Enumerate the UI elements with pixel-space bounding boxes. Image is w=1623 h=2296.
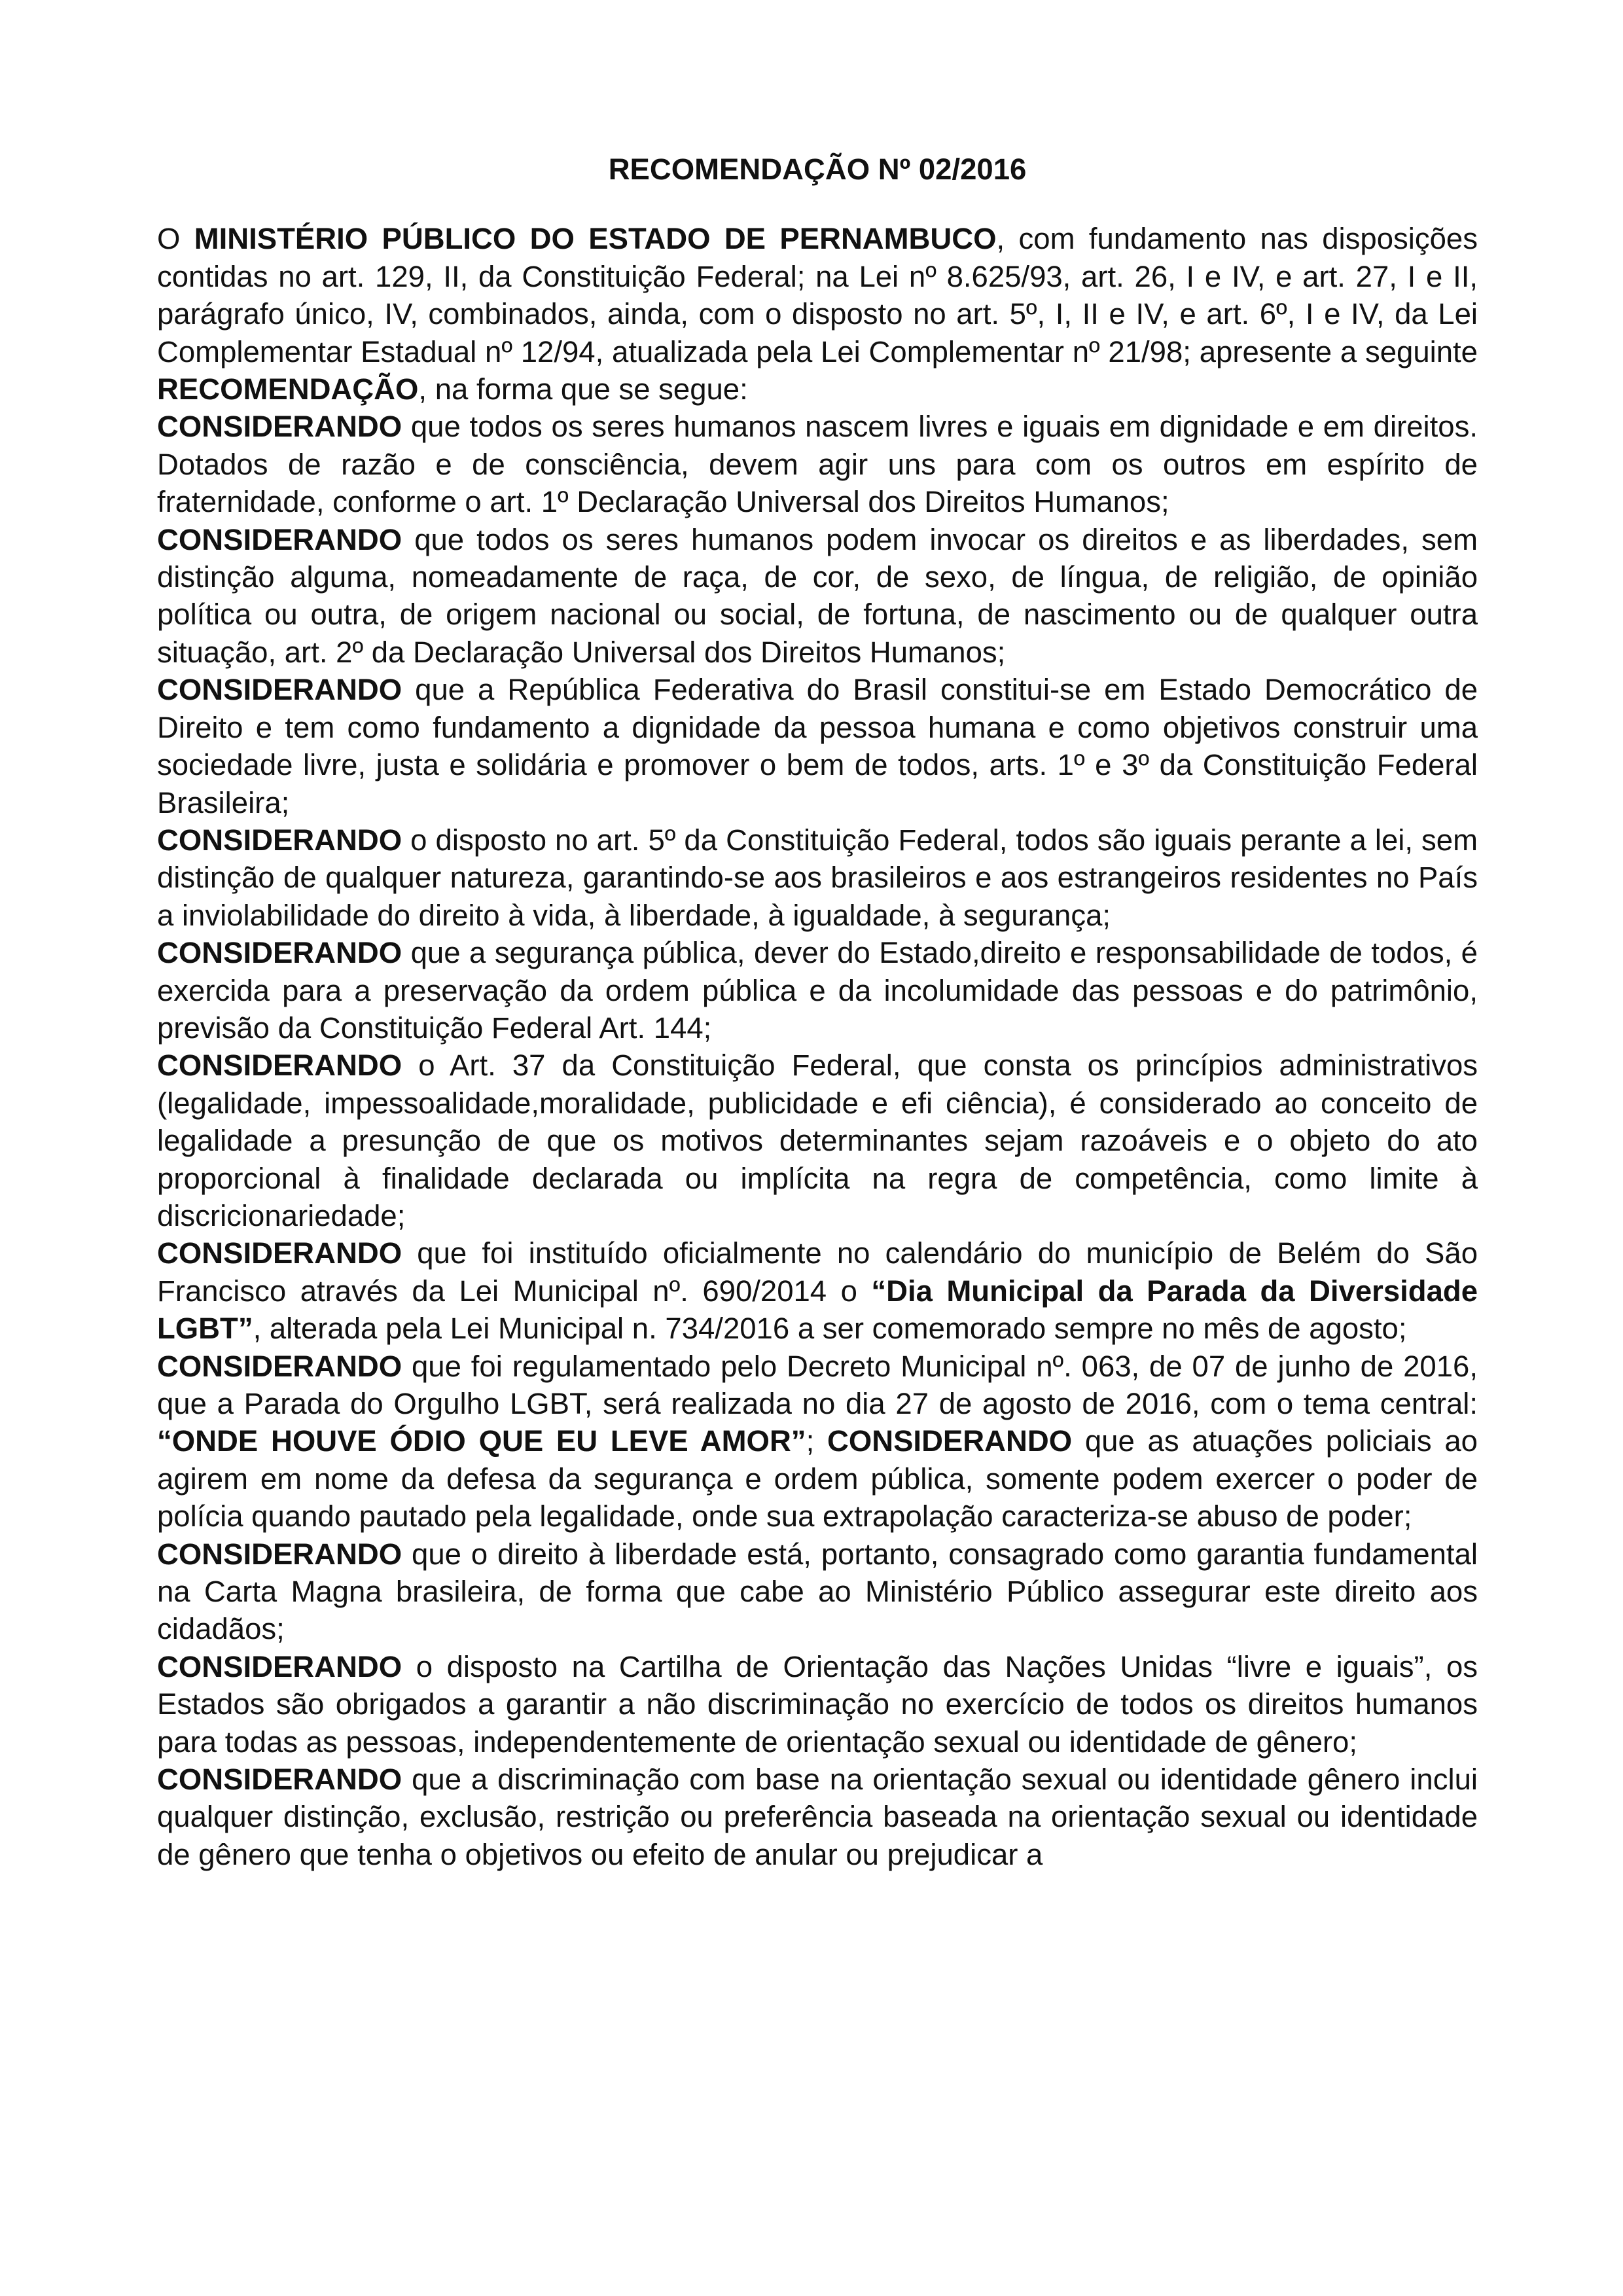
considerando-11-text: que a discriminação com base na orientação sexual ou identidade gênero inclui qualquer distinção, exclusão, restrição ou preferência baseada na orientação sexual ou identidade de gênero que tenha o objetivos ou efeito de anular ou prejudicar a [157, 1763, 1478, 1871]
considerando-8 [157, 1348, 1478, 1535]
considerando-9 [157, 1535, 1478, 1648]
considerando-10 [157, 1648, 1478, 1761]
considerando-5-text: que a segurança pública, dever do Estado,direito e responsabilidade de todos, é exercida para a preservação da ordem pública e da incolumidade das pessoas e do patrimônio, previsão da Constituição Federal Art. 144; [157, 936, 1478, 1045]
intro-text-1: , com fundamento nas disposições contidas no art. 129, II, da Constituição Federal; na Lei nº 8.625/93, art. 26, I e IV, e art. 27, I e II, parágrafo único, IV, combinados, ainda, com o disposto no art. 5º, I, II e IV, e art. 6º, I e IV, da Lei Complementar Estadual nº 12/94, atualizada pela Lei Complementar nº 21/98; apresente a seguinte [157, 222, 1478, 368]
intro-recommendation-word: RECOMENDAÇÃO [157, 372, 419, 406]
considerando-keyword: CONSIDERANDO [157, 1649, 402, 1683]
considerando-keyword: CONSIDERANDO [157, 522, 402, 556]
document-title: RECOMENDAÇÃO Nº 02/2016 [608, 152, 1027, 186]
considerando-6 [157, 1047, 1478, 1234]
considerando-keyword: CONSIDERANDO [827, 1424, 1073, 1458]
considerando-4-text: o disposto no art. 5º da Constituição Federal, todos são iguais perante a lei, sem distinção de qualquer natureza, garantindo-se aos brasileiros e aos estrangeiros residentes no País a inviolabilidade do direito à vida, à liberdade, à igualdade, à segurança; [157, 823, 1478, 932]
considerando-7-event-name: “Dia Municipal da Parada da Diversidade LGBT” [157, 1274, 1478, 1346]
considerando-3 [157, 671, 1478, 821]
considerando-11 [157, 1761, 1478, 1873]
considerando-keyword: CONSIDERANDO [157, 1763, 402, 1797]
considerando-10-text: o disposto na Cartilha de Orientação das Nações Unidas “livre e iguais”, os Estados são obrigados a garantir a não discriminação no exercício de todos os direitos humanos para todas as pessoas, independentemente de orientação sexual ou identidade de gênero; [157, 1649, 1478, 1759]
intro-institution: MINISTÉRIO PÚBLICO DO ESTADO DE PERNAMBUCO [194, 222, 997, 256]
considerando-8-text-0: que foi regulamentado pelo Decreto Municipal nº. 063, de 07 de junho de 2016, que a Parada do Orgulho LGBT, será realizada no dia 27 de agosto de 2016, com o tema central: [157, 1349, 1478, 1420]
considerando-4 [157, 821, 1478, 934]
considerando-9-text: que o direito à liberdade está, portanto, consagrado como garantia fundamental na Carta Magna brasileira, de forma que cabe ao Ministério Público assegurar este direito aos cidadãos; [157, 1537, 1478, 1646]
considerando-keyword: CONSIDERANDO [157, 673, 402, 707]
considerando-keyword: CONSIDERANDO [157, 823, 402, 857]
considerando-2 [157, 521, 1478, 672]
considerando-5 [157, 934, 1478, 1047]
considerando-1-text: que todos os seres humanos nascem livres e iguais em dignidade e em direitos. Dotados de razão e de consciência, devem agir uns para com os outros em espírito de fraternidade, conforme o art. 1º Declaração Universal dos Direitos Humanos; [157, 410, 1478, 519]
document-page [157, 151, 1478, 1873]
considerando-8-text-1: ; [806, 1424, 827, 1458]
considerando-8-theme: “ONDE HOUVE ÓDIO QUE EU LEVE AMOR” [157, 1424, 806, 1458]
considerando-keyword: CONSIDERANDO [157, 936, 402, 970]
intro-text-0: O [157, 222, 194, 256]
considerando-3-text: que a República Federativa do Brasil constitui-se em Estado Democrático de Direito e tem como fundamento a dignidade da pessoa humana e como objetivos construir uma sociedade livre, justa e solidária e promover o bem de todos, arts. 1º e 3º da Constituição Federal Brasileira; [157, 673, 1478, 819]
considerando-7 [157, 1234, 1478, 1347]
considerando-keyword: CONSIDERANDO [157, 1537, 402, 1571]
considerando-8-text-2: que as atuações policiais ao agirem em nome da defesa da segurança e ordem pública, somente podem exercer o poder de polícia quando pautado pela legalidade, onde sua extrapolação caracteriza-se abuso de poder; [157, 1424, 1478, 1534]
considerando-keyword: CONSIDERANDO [157, 1236, 402, 1270]
considerando-7-text-0: que foi instituído oficialmente no calendário do município de Belém do São Francisco através da Lei Municipal nº. 690/2014 o [157, 1236, 1478, 1308]
intro-text-2: , na forma que se segue: [418, 372, 748, 406]
considerando-keyword: CONSIDERANDO [157, 1349, 402, 1383]
intro-paragraph [157, 220, 1478, 408]
considerando-keyword: CONSIDERANDO [157, 410, 402, 444]
considerando-6-text: o Art. 37 da Constituição Federal, que consta os princípios administrativos (legalidade, impessoalidade,moralidade, publicidade e efi ciência), é considerado ao conceito de legalidade a presunção de que os motivos determinantes sejam razoáveis e o objeto do ato proporcional à finalidade declarada ou implícita na regra de competência, como limite à discricionariedade; [157, 1049, 1478, 1232]
considerando-7-text-1: , alterada pela Lei Municipal n. 734/2016 a ser comemorado sempre no mês de agosto; [253, 1312, 1407, 1346]
considerando-2-text: que todos os seres humanos podem invocar os direitos e as liberdades, sem distinção alguma, nomeadamente de raça, de cor, de sexo, de língua, de religião, de opinião política ou outra, de origem nacional ou social, de fortuna, de nascimento ou de qualquer outra situação, art. 2º da Declaração Universal dos Direitos Humanos; [157, 522, 1478, 669]
considerando-1 [157, 408, 1478, 520]
considerando-keyword: CONSIDERANDO [157, 1049, 402, 1083]
